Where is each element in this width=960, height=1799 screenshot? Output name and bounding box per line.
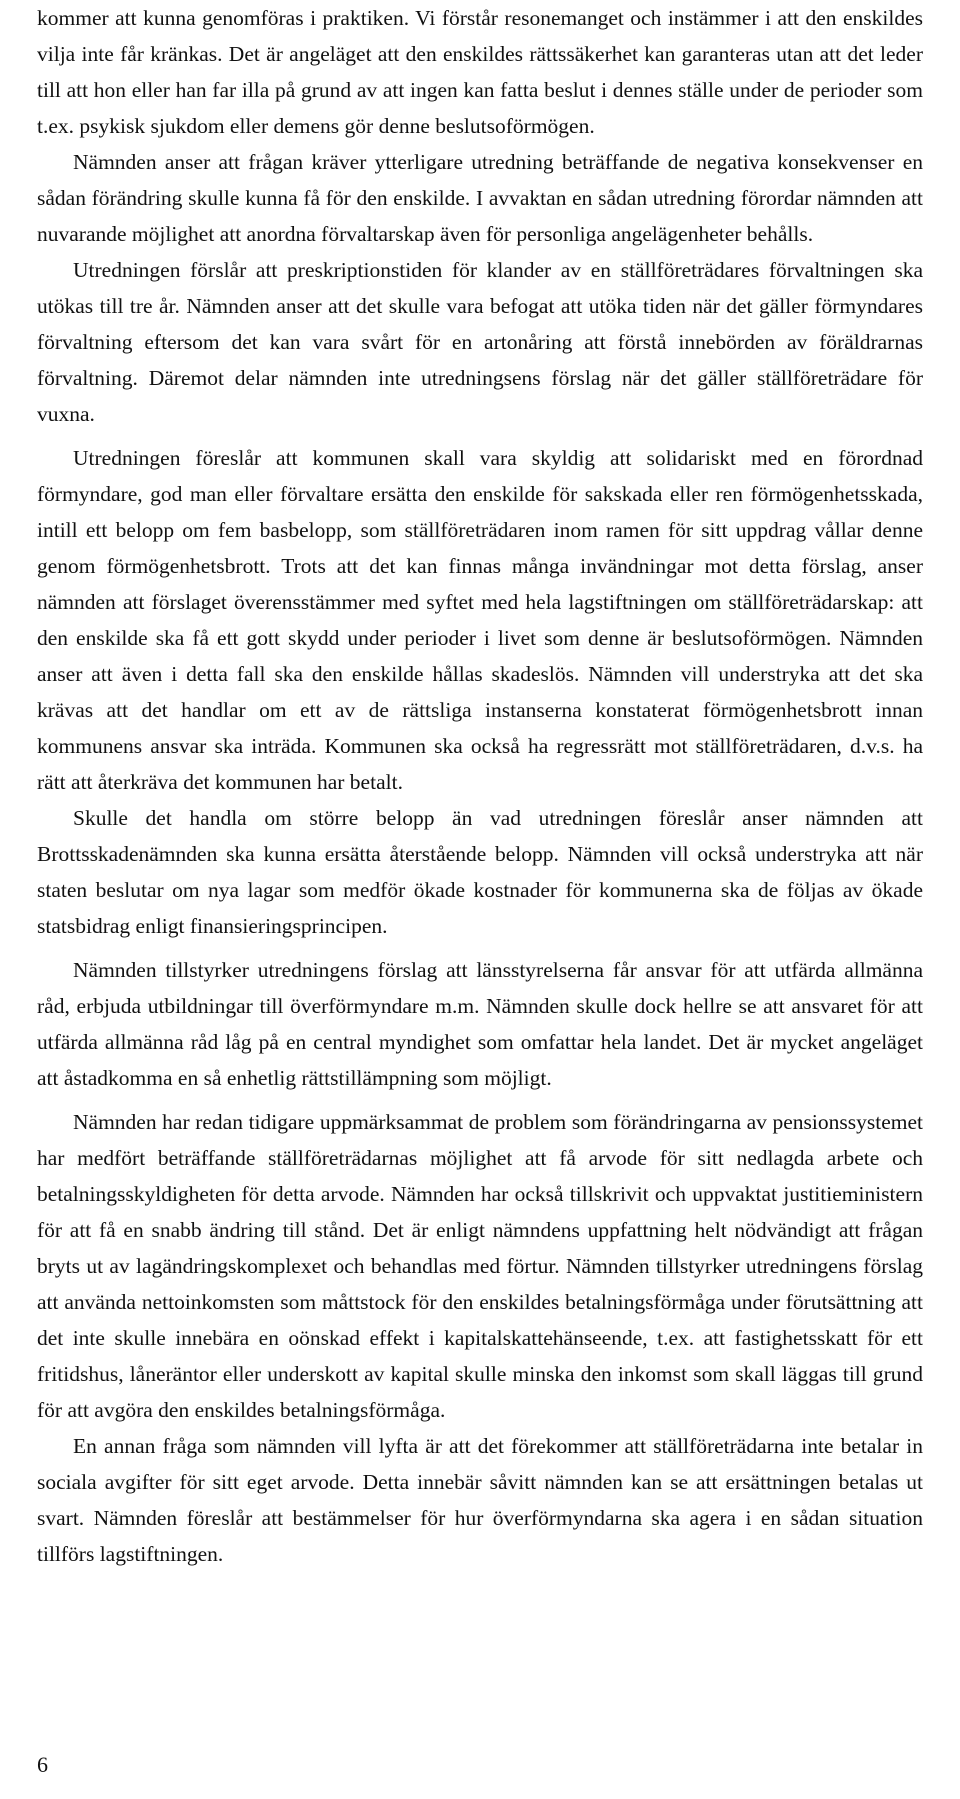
paragraph-prescription: Utredningen förslår att preskriptionstiden för klander av en ställföreträdares förvaltningen ska utökas till tre år. Nämnden anser att det skulle vara befogat att utöka tiden när det gäller förmyndares förvaltning eftersom det kan vara svårt för en artonåring att förstå innebörden av föräldrarnas förvaltning. Däremot delar nämnden inte utredningsens förslag när det gäller ställföreträdare för vuxna. bbox=[37, 258, 923, 426]
paragraph-crime-victim-authority: Skulle det handla om större belopp än vad utredningen föreslår anser nämnden att Brottsskadenämnden ska kunna ersätta återstående belopp. Nämnden vill också understryka att när staten beslutar om nya lagar som medför ökade kostnader för kommunerna ska de följas av ökade statsbidrag enligt finansieringsprincipen. bbox=[37, 806, 923, 938]
paragraph-consequences: Nämnden anser att frågan kräver ytterligare utredning beträffande de negativa konsekvenser en sådan förändring skulle kunna få för den enskilde. I avvaktan en sådan utredning förordar nämnden att nuvarande möjlighet att anordna förvaltarskap även för personliga angelägenheter behålls. bbox=[37, 150, 923, 246]
paragraph-pension-system: Nämnden har redan tidigare uppmärksammat de problem som förändringarna av pensionssystemet har medfört beträffande ställföreträdarnas möjlighet att få arvode för sitt nedlagda arbete och betalningsskyldigheten för detta arvode. Nämnden har också tillskrivit och uppvaktat justitieministern för att få en snabb ändring till stånd. Det är enligt nämndens uppfattning helt nödvändigt att frågan bryts ut av lagändringskomplexet och behandlas med förtur. Nämnden tillstyrker utredningens förslag att använda nettoinkomsten som måttstock för den enskildes betalningsförmåga under förutsättning att det inte skulle innebära en oönskad effekt i kapitalskattehänseende, t.ex. att fastighetsskatt för ett fritidshus, låneräntor eller underskott av kapital skulle minska den inkomst som skall läggas till grund för att avgöra den enskildes betalningsförmåga. bbox=[37, 1110, 923, 1422]
paragraph-continuation: kommer att kunna genomföras i praktiken. Vi förstår resonemanget och instämmer i att den enskildes vilja inte får kränkas. Det är angeläget att den enskildes rättssäkerhet kan garanteras utan att det leder till att hon eller han far illa på grund av att ingen kan fatta beslut i dennes ställe under de perioder som t.ex. psykisk sjukdom eller demens gör denne beslutsoförmögen. bbox=[37, 6, 923, 138]
document-page bbox=[37, 0, 923, 1572]
page-number: 6 bbox=[37, 1752, 48, 1777]
paragraph-county-boards: Nämnden tillstyrker utredningens förslag att länsstyrelserna får ansvar för att utfärda allmänna råd, erbjuda utbildningar till överförmyndare m.m. Nämnden skulle dock hellre se att ansvaret för att utfärda allmänna råd låg på en central myndighet som omfattar hela landet. Det är mycket angeläget att åstadkomma en så enhetlig rättstillämpning som möjligt. bbox=[37, 958, 923, 1090]
paragraph-social-fees: En annan fråga som nämnden vill lyfta är att det förekommer att ställföreträdarna inte betalar in sociala avgifter för sitt eget arvode. Detta innebär såvitt nämnden kan se att ersättningen betalas ut svart. Nämnden föreslår att bestämmelser för hur överförmyndarna ska agera i en sådan situation tillförs lagstiftningen. bbox=[37, 1434, 923, 1566]
paragraph-municipal-liability: Utredningen föreslår att kommunen skall vara skyldig att solidariskt med en förordnad förmyndare, god man eller förvaltare ersätta den enskilde för sakskada eller ren förmögenhetsskada, intill ett belopp om fem basbelopp, som ställföreträdaren inom ramen för sitt uppdrag vållar denne genom förmögenhetsbrott. Trots att det kan finnas många invändningar mot detta förslag, anser nämnden att förslaget överensstämmer med syftet med hela lagstiftningen om ställföreträdarskap: att den enskilde ska få ett gott skydd under perioder i livet som denne är beslutsoförmögen. Nämnden anser att även i detta fall ska den enskilde hållas skadeslös. Nämnden vill understryka att det ska krävas att det handlar om ett av de rättsliga instanserna konstaterat förmögenhetsbrott innan kommunens ansvar ska inträda. Kommunen ska också ha regressrätt mot ställföreträdaren, d.v.s. ha rätt att återkräva det kommunen har betalt. bbox=[37, 446, 923, 794]
